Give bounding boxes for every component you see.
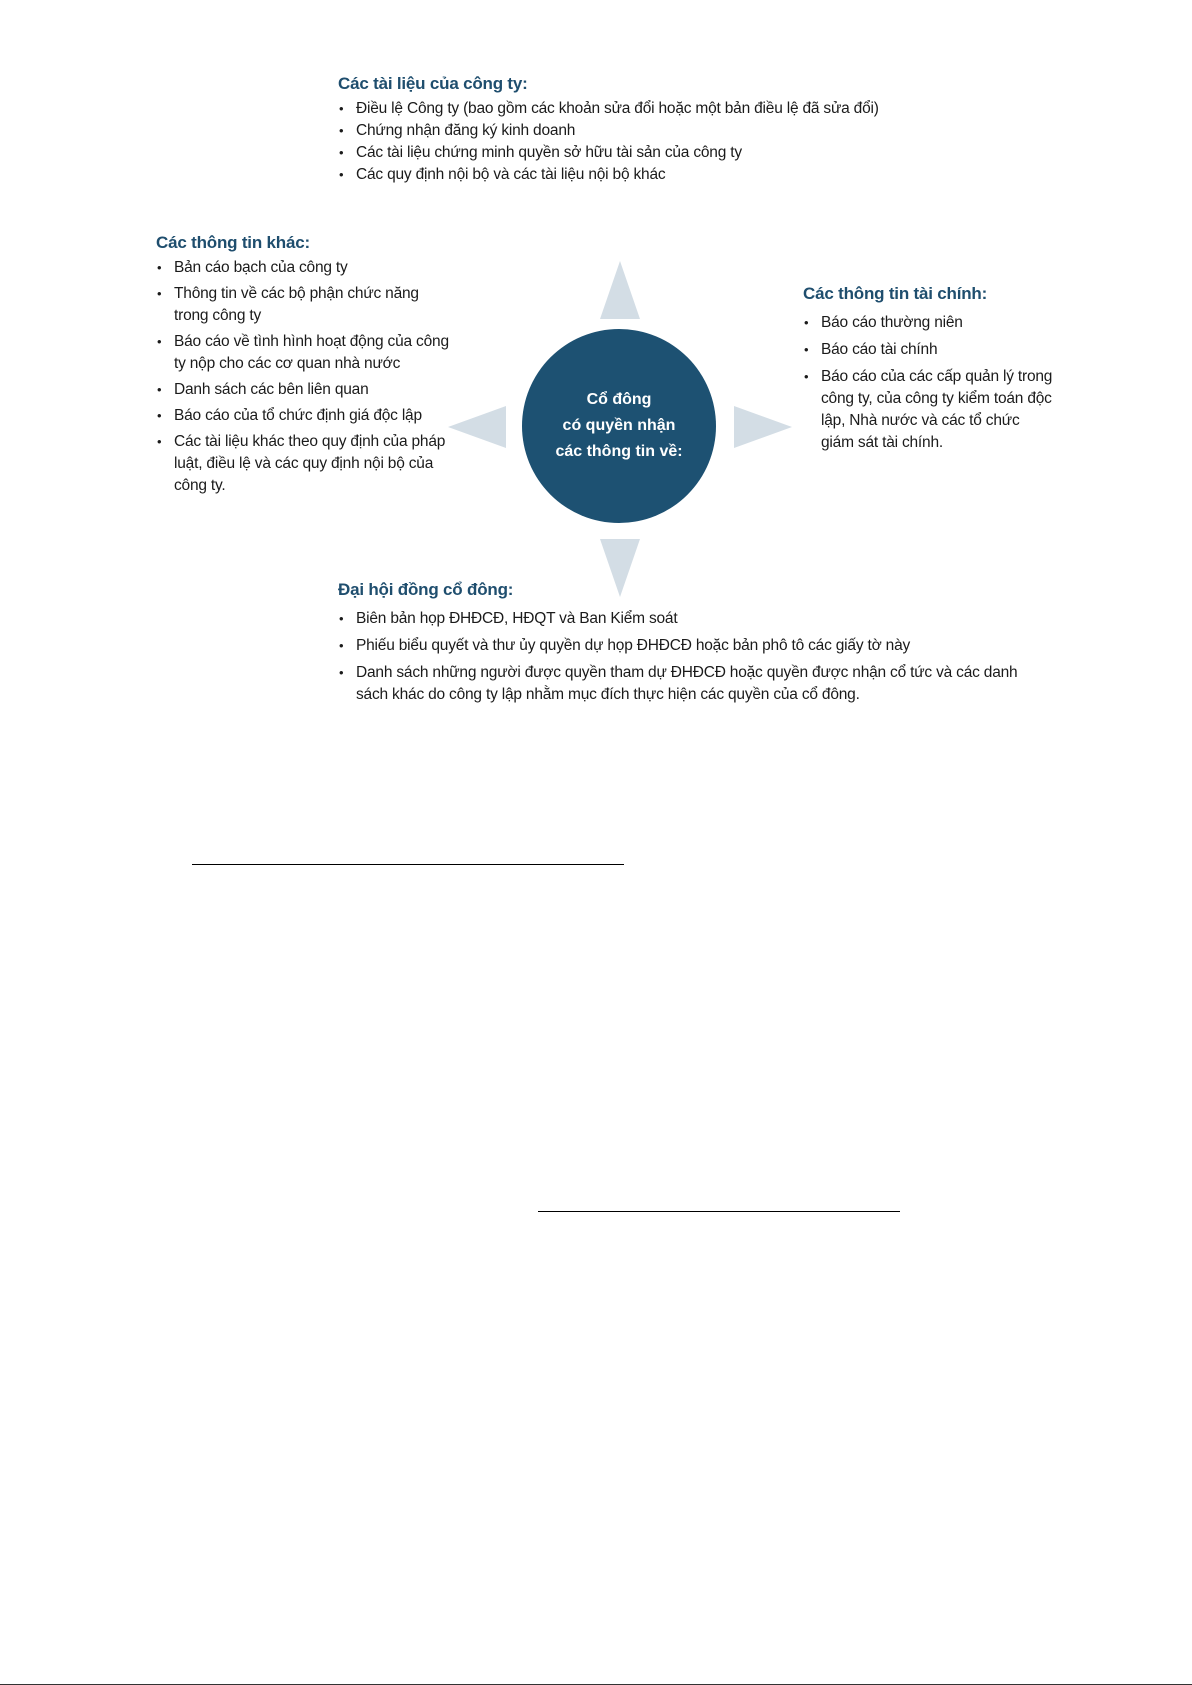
- other-info-heading: Các thông tin khác:: [156, 233, 310, 252]
- arrow-left: [448, 406, 506, 448]
- list-item: • Các quy định nội bộ và các tài liệu nội bộ khác: [338, 164, 958, 186]
- shareholders-meeting-block: [338, 580, 1018, 711]
- financial-info-heading: Các thông tin tài chính:: [803, 284, 988, 303]
- list-item: • Báo cáo của tổ chức định giá độc lập: [156, 405, 456, 427]
- other-info-block: [156, 233, 456, 501]
- hub-line-2: có quyền nhận: [562, 417, 676, 434]
- list-item: • Báo cáo của các cấp quản lý trong công ty, của công ty kiểm toán độc lập, Nhà nước và các tổ chức giám sát tài chính.: [803, 366, 1053, 454]
- financial-info-list: [803, 312, 1053, 454]
- hub-line-3: các thông tin về:: [555, 443, 683, 460]
- shareholders-meeting-heading: Đại hội đồng cổ đông:: [338, 580, 514, 599]
- list-item: • Báo cáo thường niên: [803, 312, 1053, 334]
- list-item: • Thông tin về các bộ phận chức năng trong công ty: [156, 283, 456, 327]
- list-item: • Điều lệ Công ty (bao gồm các khoản sửa đổi hoặc một bản điều lệ đã sửa đổi): [338, 98, 958, 120]
- shareholders-meeting-list: [338, 608, 1018, 706]
- list-item: • Các tài liệu chứng minh quyền sở hữu tài sản của công ty: [338, 142, 958, 164]
- center-hub: [522, 329, 716, 523]
- company-documents-block: [338, 74, 958, 186]
- hub-line-1: Cổ đông: [586, 391, 652, 408]
- list-item: • Danh sách các bên liên quan: [156, 379, 456, 401]
- list-item: • Báo cáo tài chính: [803, 339, 1053, 361]
- company-documents-heading: Các tài liệu của công ty:: [338, 74, 528, 93]
- financial-info-block: [803, 284, 1053, 459]
- divider-line: [192, 864, 624, 865]
- list-item: • Danh sách những người được quyền tham dự ĐHĐCĐ hoặc quyền được nhận cổ tức và các danh sách khác do công ty lập nhằm mục đích thực hiện các quyền của cổ đông.: [338, 662, 1018, 706]
- list-item: • Báo cáo về tình hình hoạt động của công ty nộp cho các cơ quan nhà nước: [156, 331, 456, 375]
- company-documents-list: [338, 98, 958, 186]
- list-item: • Chứng nhận đăng ký kinh doanh: [338, 120, 958, 142]
- list-item: • Bản cáo bạch của công ty: [156, 257, 456, 279]
- divider-line: [538, 1211, 900, 1212]
- other-info-list: [156, 257, 456, 497]
- arrow-up: [600, 261, 640, 319]
- list-item: • Biên bản họp ĐHĐCĐ, HĐQT và Ban Kiểm soát: [338, 608, 1018, 630]
- list-item: • Các tài liệu khác theo quy định của pháp luật, điều lệ và các quy định nội bộ của công ty.: [156, 431, 456, 497]
- list-item: • Phiếu biểu quyết và thư ủy quyền dự họp ĐHĐCĐ hoặc bản phô tô các giấy tờ này: [338, 635, 1018, 657]
- arrow-right: [734, 406, 792, 448]
